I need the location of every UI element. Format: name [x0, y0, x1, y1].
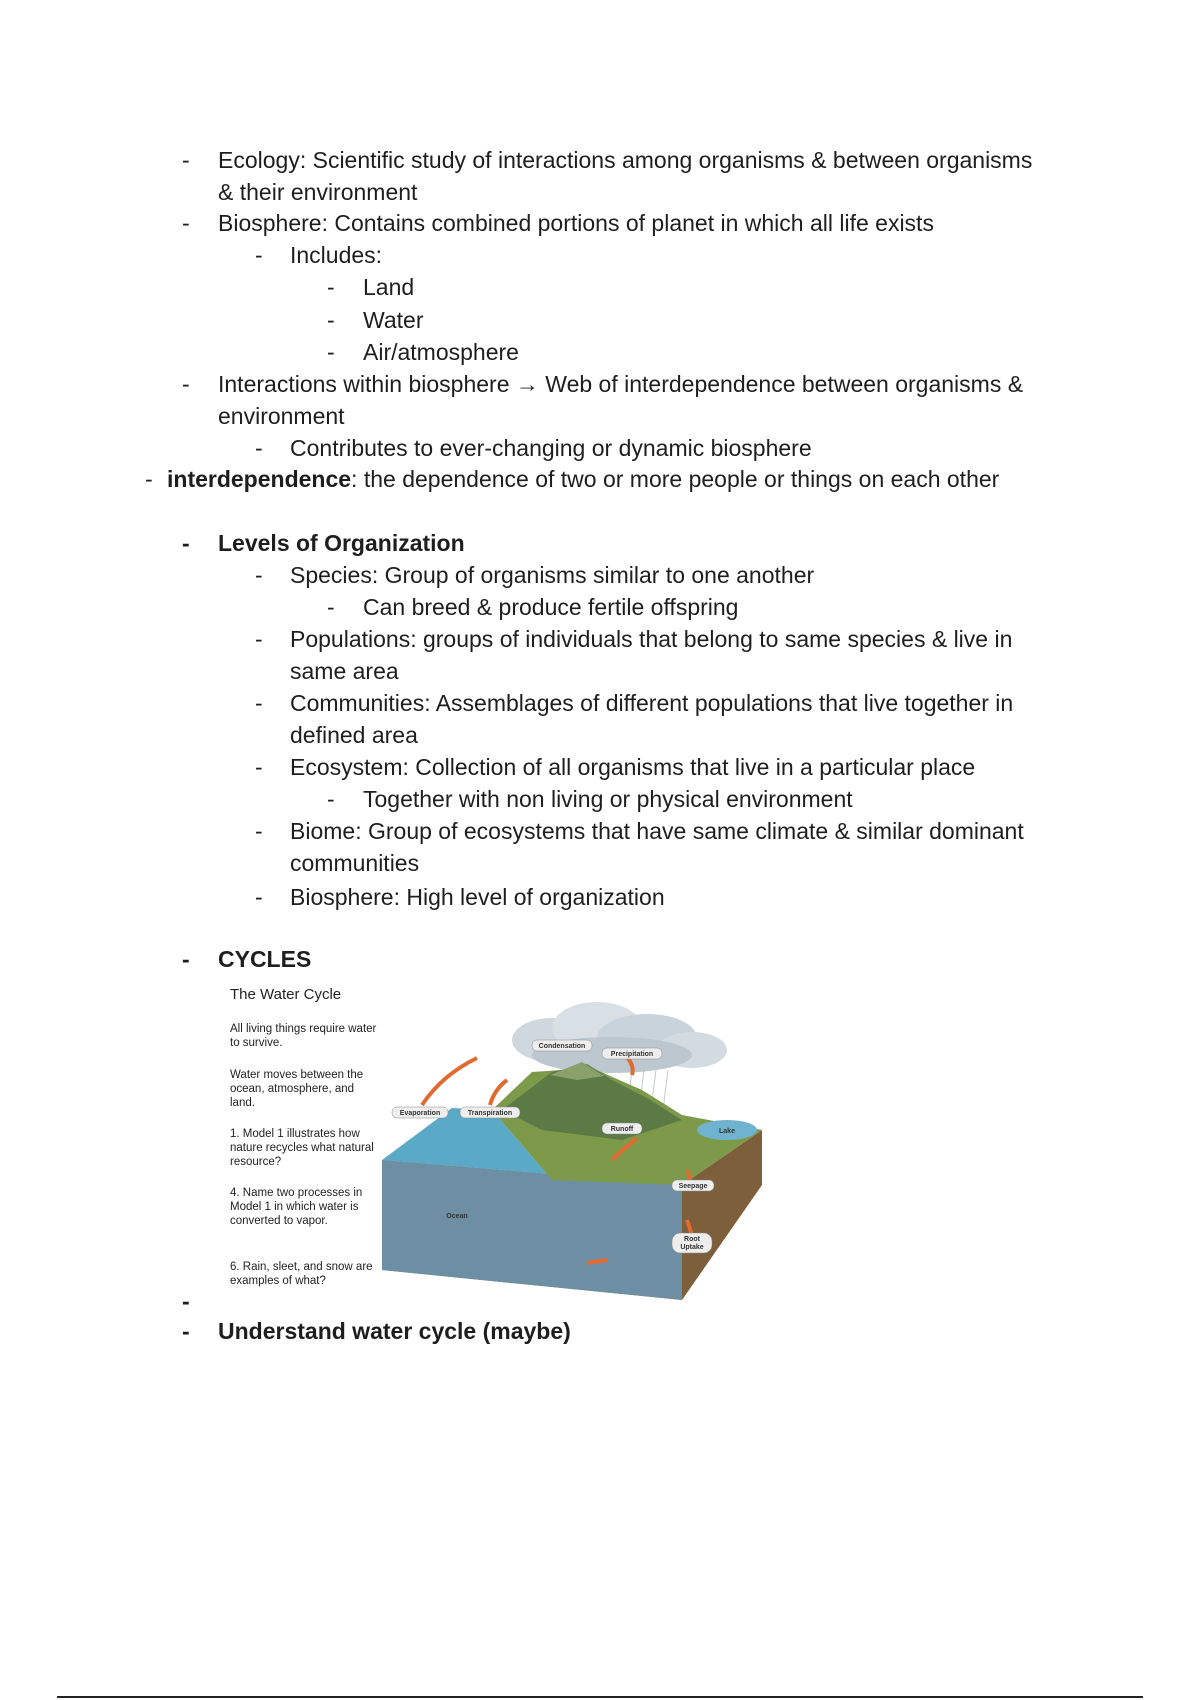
- levels-ecosystem: Ecosystem: Collection of all organisms that live in a particular place: [290, 754, 976, 780]
- levels-species: Species: Group of organisms similar to one another: [290, 562, 815, 588]
- svg-text:Condensation: Condensation: [538, 1043, 586, 1050]
- transpiration-label: [460, 1107, 520, 1118]
- page-bottom-rule: [57, 1696, 1143, 1698]
- lake-label: Lake: [719, 1128, 735, 1135]
- bullet-dash: -: [182, 1318, 190, 1344]
- water-cycle-question-4: 4. Name two processes in Model 1 in which water is converted to vapor.: [230, 1187, 363, 1227]
- bullet-dash: -: [327, 307, 335, 333]
- bullet-dash: -: [182, 210, 190, 236]
- runoff-label: [602, 1123, 642, 1134]
- bullet-dash: -: [255, 562, 263, 588]
- root-uptake-label: [672, 1233, 712, 1253]
- water-cycle-figure: [222, 980, 802, 1300]
- biosphere-item-land: Land: [363, 274, 415, 300]
- levels-ecosystem-sub: Together with non living or physical environment: [363, 786, 853, 812]
- bullet-dash: -: [255, 884, 263, 910]
- interdependence-text: : the dependence of two or more people or things on each other: [351, 466, 1000, 492]
- interdependence-definition: [167, 464, 999, 494]
- understand-water-cycle: Understand water cycle (maybe): [218, 1318, 571, 1344]
- bullet-dash: -: [182, 530, 190, 556]
- bullet-dash: -: [182, 371, 190, 397]
- biosphere-includes: Includes:: [290, 242, 383, 268]
- bullet-dash: -: [182, 946, 190, 972]
- levels-biome-1: Biome: Group of ecosystems that have same climate & similar dominant: [290, 818, 1024, 844]
- svg-text:Seepage: Seepage: [678, 1183, 708, 1190]
- bullet-dash: -: [327, 274, 335, 300]
- bullet-dash: -: [182, 1288, 190, 1314]
- cycles-heading: CYCLES: [218, 946, 312, 972]
- condensation-label: [532, 1040, 592, 1051]
- interdependence-term: interdependence: [167, 466, 352, 492]
- levels-communities-2: defined area: [290, 722, 418, 748]
- bullet-dash: -: [255, 818, 263, 844]
- bullet-dash: -: [327, 594, 335, 620]
- water-cycle-question-1: 1. Model 1 illustrates how nature recycles what natural resource?: [230, 1128, 374, 1168]
- ocean-label: Ocean: [446, 1213, 468, 1220]
- water-cycle-question-6: 6. Rain, sleet, and snow are examples of what?: [230, 1261, 373, 1287]
- ecology-line-2: & their environment: [218, 179, 418, 205]
- svg-text:Uptake: Uptake: [680, 1244, 704, 1251]
- bullet-dash: -: [255, 626, 263, 652]
- bullet-dash: -: [255, 690, 263, 716]
- bullet-dash: -: [327, 339, 335, 365]
- svg-text:Transpiration: Transpiration: [467, 1110, 513, 1117]
- levels-populations-1: Populations: groups of individuals that belong to same species & live in: [290, 626, 1013, 652]
- precipitation-label: [602, 1048, 662, 1059]
- water-cycle-paragraph-1: All living things require water to survive.: [230, 1023, 377, 1049]
- bullet-dash: -: [145, 466, 153, 492]
- seepage-label: [672, 1180, 714, 1191]
- water-cycle-paragraph-2: Water moves between the ocean, atmosphere, and land.: [230, 1069, 364, 1109]
- levels-biosphere: Biosphere: High level of organization: [290, 884, 665, 910]
- svg-text:Evaporation: Evaporation: [399, 1110, 441, 1117]
- interactions-line-1: Interactions within biosphere → Web of interdependence between organisms &: [218, 371, 1024, 397]
- svg-text:Precipitation: Precipitation: [610, 1051, 654, 1058]
- biosphere-item-water: Water: [363, 307, 424, 333]
- biosphere-item-air: Air/atmosphere: [363, 339, 519, 365]
- water-cycle-diagram: [382, 980, 802, 1300]
- cloud: [512, 1002, 727, 1073]
- bullet-dash: -: [255, 242, 263, 268]
- svg-text:Root: Root: [684, 1236, 700, 1243]
- evaporation-label: [392, 1107, 448, 1118]
- bullet-dash: -: [327, 786, 335, 812]
- bullet-dash: -: [182, 147, 190, 173]
- levels-biome-2: communities: [290, 850, 420, 876]
- levels-species-sub: Can breed & produce fertile offspring: [363, 594, 739, 620]
- ecology-line-1: Ecology: Scientific study of interactions among organisms & between organisms: [218, 147, 1033, 173]
- bullet-dash: -: [255, 435, 263, 461]
- bullet-dash: -: [255, 754, 263, 780]
- levels-populations-2: same area: [290, 658, 399, 684]
- levels-communities-1: Communities: Assemblages of different populations that live together in: [290, 690, 1014, 716]
- biosphere-definition: Biosphere: Contains combined portions of planet in which all life exists: [218, 210, 934, 236]
- interactions-sub: Contributes to ever-changing or dynamic biosphere: [290, 435, 812, 461]
- levels-heading: Levels of Organization: [218, 530, 465, 556]
- water-cycle-title: The Water Cycle: [230, 986, 342, 1003]
- interactions-line-2: environment: [218, 403, 345, 429]
- svg-text:Runoff: Runoff: [610, 1126, 634, 1133]
